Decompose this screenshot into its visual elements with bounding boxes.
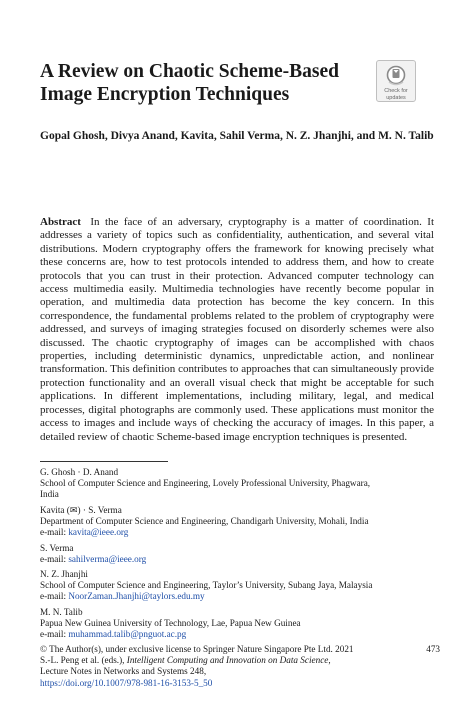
check-for-updates-badge[interactable] <box>376 60 416 102</box>
paper-title: A Review on Chaotic Scheme-Based Image Encryption Techniques <box>40 61 339 105</box>
email-label: e-mail: <box>40 591 69 602</box>
affiliation-jhanjhi <box>40 569 440 603</box>
affiliation-line: Papua New Guinea University of Technology, Lae, Papua New Guinea <box>40 618 301 629</box>
affiliation-names: M. N. Talib <box>40 607 83 617</box>
publication-footer <box>40 644 440 689</box>
check-for-updates-label-2: updates <box>386 95 406 101</box>
series-line: Lecture Notes in Networks and Systems 248, <box>40 666 207 677</box>
affiliation-kavita-verma <box>40 505 440 539</box>
book-title: Intelligent Computing and Innovation on Data Science <box>126 655 329 666</box>
email-link-talib[interactable]: muhammad.talib@pnguot.ac.pg <box>68 629 187 640</box>
editors: S.-L. Peng et al. (eds.), <box>40 655 127 666</box>
check-for-updates-label-1: Check for <box>384 88 408 94</box>
footnote-divider <box>40 461 168 462</box>
affiliation-names: G. Ghosh · D. Anand <box>40 467 119 477</box>
abstract-body: In the face of an adversary, cryptography is a matter of coordination. It addresses a variety of topics such as confidentiality, authentication, and several vital distributions. Modern cryptography offers the framework for knowing precisely what these concerns are, how to test protocols intended to address them, and how to create protocols that you can trust in their protection. Advanced computer technology can access multimedia easily. Multimedia technologies have recently become popular in operation, and multimedia data protection has become the key concern. In this correspondence, the fundamental problems related to the problem of cryptography were addressed, and surveys of imaging strategies focused on disorderly schemes were also discussed. The chaotic cryptography of images can be accomplished with chaos properties, including deterministic dynamics, unpredictable action, and nonlinear transformation. This definition contributes to approaches that can simultaneously provide protection functionality and an overall visual check that might be acceptable for such applications. In different implementations, including military, legal, and medical processes, digital photographs are commonly used. These applications must monitor the access to images and include ways of checking the accuracy of images. In this paper, a detailed review of chaotic Scheme-based image encryption techniques is presented. <box>40 216 435 443</box>
book-title-suffix: , <box>328 655 331 666</box>
page-number: 473 <box>426 644 440 654</box>
copyright-line: © The Author(s), under exclusive license to Springer Nature Singapore Pte Ltd. 2021 <box>40 644 354 654</box>
doi-link[interactable]: https://doi.org/10.1007/978-981-16-3153-5_50 <box>40 677 213 688</box>
author-list: Gopal Ghosh, Divya Anand, Kavita, Sahil Verma, N. Z. Jhanjhi, and M. N. Talib <box>40 130 434 142</box>
email-link-verma[interactable]: sahilverma@ieee.org <box>68 554 147 565</box>
email-label: e-mail: <box>40 629 69 640</box>
email-link-jhanjhi[interactable]: NoorZaman.Jhanjhi@taylors.edu.my <box>68 591 205 602</box>
affiliation-names: Kavita (✉) · S. Verma <box>40 505 122 515</box>
email-link-kavita[interactable]: kavita@ieee.org <box>68 527 129 538</box>
affiliation-names: S. Verma <box>40 543 74 553</box>
email-label: e-mail: <box>40 554 69 565</box>
abstract <box>40 216 434 444</box>
affiliation-line: School of Computer Science and Engineering, Taylor’s University, Subang Jaya, Malaysia <box>40 580 373 591</box>
affiliation-line: Department of Computer Science and Engineering, Chandigarh University, Mohali, India <box>40 516 369 527</box>
affiliation-talib <box>40 607 440 641</box>
email-label: e-mail: <box>40 527 69 538</box>
abstract-heading: Abstract <box>40 216 81 228</box>
affiliation-line: School of Computer Science and Engineering, Lovely Professional University, Phagwara, <box>40 478 371 489</box>
affiliation-names: N. Z. Jhanjhi <box>40 569 88 579</box>
affiliation-verma <box>40 543 440 565</box>
affiliation-ghosh-anand <box>40 467 440 501</box>
check-for-updates-icon <box>386 65 406 87</box>
affiliation-line: India <box>40 489 59 500</box>
